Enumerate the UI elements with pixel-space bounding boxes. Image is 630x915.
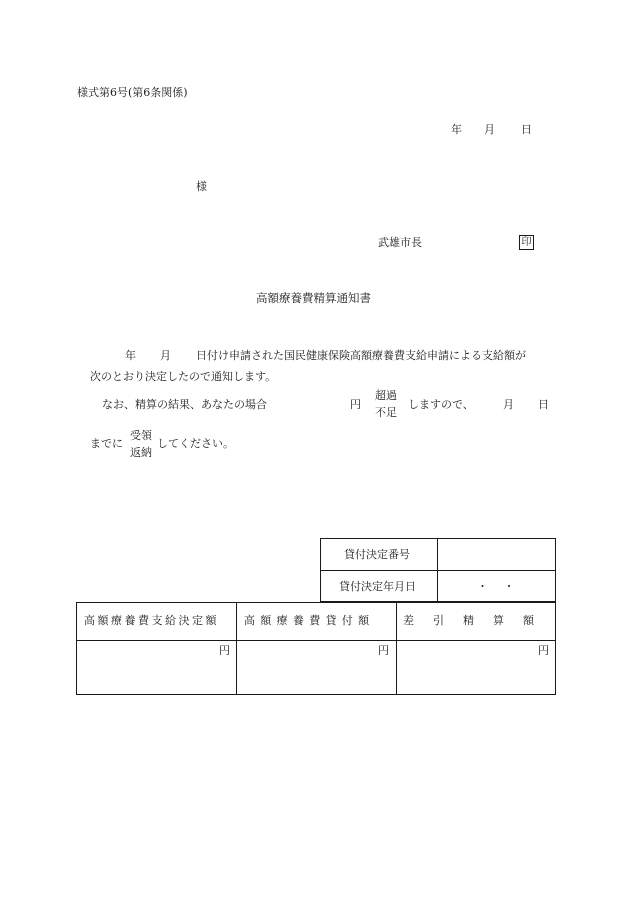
document-title: 高額療養費精算通知書 [256,291,371,305]
issuer-name: 武雄市長 [378,236,422,249]
addressee-suffix: 様 [196,180,207,193]
header-loan-amount: 高額療養費貸付額 [244,614,375,627]
body-line1: 日付け申請された国民健康保険高額療養費支給申請による支給額が [196,349,526,362]
date-month-label: 月 [484,123,495,136]
header-net-amount: 差引精算額 [403,614,553,627]
seal-stamp: 印 [519,235,534,250]
option-receive: 受領 [130,429,152,442]
body-month-label: 月 [160,349,171,362]
body-day2-label: 日 [538,398,549,411]
yen-label: 円 [350,398,361,411]
amount-table-divider-h [76,640,556,641]
net-amount-unit: 円 [538,644,549,657]
loan-amount-unit: 円 [378,644,389,657]
body-line4-tail: してください。 [157,437,234,450]
option-return: 返納 [130,446,152,459]
form-label: 様式第6号(第6条関係) [77,86,188,99]
body-line3-mid: しますので、 [408,398,474,411]
date-year-label: 年 [451,123,462,136]
option-over: 超過 [375,389,397,402]
loan-date-dots: ・ ・ [477,580,521,593]
over-short-choice [371,387,401,421]
amount-table-divider-v2 [396,602,397,695]
date-day-label: 日 [521,123,532,136]
receive-return-choice [126,427,156,461]
body-line3-head: なお、精算の結果、あなたの場合 [102,398,267,411]
loan-date-label: 貸付決定年月日 [339,580,416,593]
body-line4-head: までに [90,437,123,450]
header-benefit-amount: 高額療養費支給決定額 [84,614,219,627]
option-short: 不足 [375,406,397,419]
body-year-label: 年 [125,349,136,362]
body-line2: 次のとおり決定したので通知します。 [90,370,277,383]
loan-table-divider-h [320,570,556,571]
body-month2-label: 月 [503,398,514,411]
loan-number-label: 貸付決定番号 [344,548,410,561]
benefit-amount-unit: 円 [219,644,230,657]
amount-table-divider-v1 [236,602,237,695]
